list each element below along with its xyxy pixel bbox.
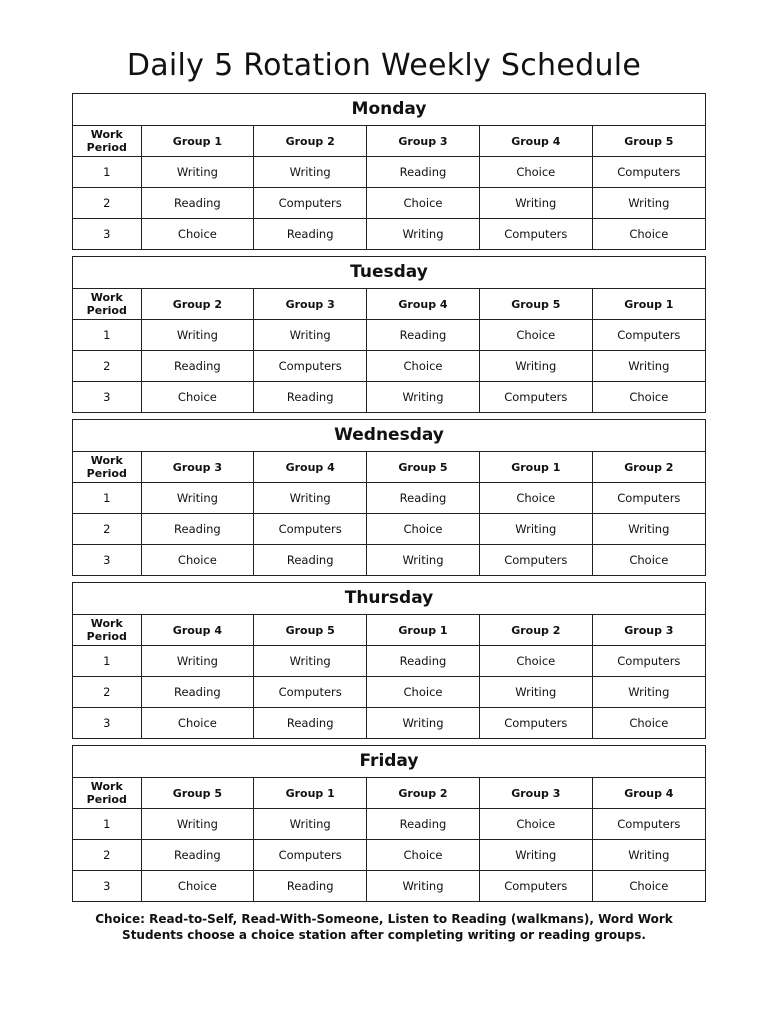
activity-cell: Writing <box>254 157 367 188</box>
footer-choice-note: Choice: Read-to-Self, Read-With-Someone, Listen to Reading (walkmans), Word Work <box>95 912 673 926</box>
group-header: Group 4 <box>141 615 254 646</box>
period-number: 3 <box>73 545 141 576</box>
group-header: Group 1 <box>141 126 254 157</box>
activity-cell: Reading <box>367 320 480 351</box>
group-header: Group 4 <box>367 289 480 320</box>
day-table-wednesday <box>72 419 706 576</box>
table-row <box>73 677 705 708</box>
table-header-row <box>73 289 705 320</box>
day-table-thursday <box>72 582 706 739</box>
activity-cell: Choice <box>141 545 254 576</box>
activity-cell: Writing <box>479 351 592 382</box>
period-number: 1 <box>73 809 141 840</box>
activity-cell: Choice <box>141 382 254 413</box>
activity-cell: Reading <box>141 351 254 382</box>
group-header: Group 4 <box>592 778 705 809</box>
activity-cell: Choice <box>367 351 480 382</box>
day-header: Wednesday <box>73 420 705 452</box>
activity-cell: Writing <box>254 646 367 677</box>
activity-cell: Writing <box>592 840 705 871</box>
work-period-header <box>73 289 141 320</box>
day-table-tuesday <box>72 256 706 413</box>
activity-cell: Choice <box>141 708 254 739</box>
work-period-header-line: Work <box>90 291 123 304</box>
activity-cell: Choice <box>629 553 669 567</box>
group-header: Group 2 <box>592 452 705 483</box>
period-number: 2 <box>73 677 141 708</box>
table-header-row <box>73 778 705 809</box>
period-number: 1 <box>73 157 141 188</box>
activity-cell: Computers <box>479 545 592 576</box>
activity-cell: Reading <box>367 809 480 840</box>
activity-cell: Computers <box>592 320 705 351</box>
activity-cell: Computers <box>479 382 592 413</box>
activity-cell: Writing <box>367 871 480 902</box>
work-period-header-line: Period <box>86 630 127 643</box>
footer-students-note: Students choose a choice station after completing writing or reading groups. <box>122 928 646 942</box>
activity-cell: Writing <box>141 157 254 188</box>
table-row <box>73 483 705 514</box>
period-number: 2 <box>73 188 141 219</box>
activity-cell: Reading <box>141 840 254 871</box>
group-header: Group 3 <box>592 615 705 646</box>
activity-cell: Writing <box>367 382 480 413</box>
activity-cell: Choice <box>479 646 592 677</box>
table-row <box>73 320 705 351</box>
activity-cell: Writing <box>254 809 367 840</box>
activity-cell: Choice <box>141 219 254 250</box>
activity-cell: Reading <box>254 219 367 250</box>
rotation-table <box>73 289 705 412</box>
activity-cell: Writing <box>479 514 592 545</box>
group-header: Group 4 <box>254 452 367 483</box>
day-header: Thursday <box>73 583 705 615</box>
rotation-table <box>73 778 705 901</box>
activity-cell: Reading <box>141 677 254 708</box>
page-title: Daily 5 Rotation Weekly Schedule <box>126 48 642 83</box>
table-row <box>73 708 705 739</box>
work-period-header-line: Period <box>86 793 127 806</box>
work-period-header <box>73 778 141 809</box>
activity-cell: Choice <box>479 483 592 514</box>
work-period-header-line: Work <box>90 128 123 141</box>
work-period-header-line: Work <box>90 454 123 467</box>
group-header: Group 5 <box>479 289 592 320</box>
table-row <box>73 219 705 250</box>
table-row <box>73 351 705 382</box>
group-header: Group 1 <box>592 289 705 320</box>
activity-cell: Computers <box>254 840 367 871</box>
activity-cell: Reading <box>367 646 480 677</box>
activity-cell: Writing <box>592 514 705 545</box>
table-row <box>73 514 705 545</box>
period-number: 2 <box>73 840 141 871</box>
rotation-table <box>73 126 705 249</box>
activity-cell: Writing <box>141 320 254 351</box>
activity-cell: Choice <box>479 320 592 351</box>
group-header: Group 3 <box>254 289 367 320</box>
table-header-row <box>73 615 705 646</box>
group-header: Group 5 <box>254 615 367 646</box>
group-header: Group 5 <box>141 778 254 809</box>
activity-cell: Reading <box>367 483 480 514</box>
table-row <box>73 545 705 576</box>
group-header: Group 1 <box>254 778 367 809</box>
table-header-row <box>73 126 705 157</box>
activity-cell: Reading <box>254 382 367 413</box>
day-table-monday <box>72 93 706 250</box>
table-row <box>73 871 705 902</box>
period-number: 2 <box>73 514 141 545</box>
day-header: Monday <box>73 94 705 126</box>
activity-cell: Computers <box>254 188 367 219</box>
table-row <box>73 646 705 677</box>
activity-cell: Reading <box>254 708 367 739</box>
activity-cell: Choice <box>479 809 592 840</box>
activity-cell: Choice <box>629 390 669 404</box>
activity-cell: Reading <box>367 157 480 188</box>
group-header: Group 2 <box>141 289 254 320</box>
group-header: Group 5 <box>592 126 705 157</box>
period-number: 1 <box>73 483 141 514</box>
activity-cell: Computers <box>254 677 367 708</box>
activity-cell: Writing <box>367 219 480 250</box>
work-period-header-line: Work <box>90 617 123 630</box>
group-header: Group 1 <box>479 452 592 483</box>
work-period-header-line: Period <box>86 467 127 480</box>
activity-cell: Computers <box>592 483 705 514</box>
activity-cell: Reading <box>141 514 254 545</box>
table-row <box>73 188 705 219</box>
period-number: 3 <box>73 871 141 902</box>
table-row <box>73 157 705 188</box>
activity-cell: Writing <box>479 677 592 708</box>
table-header-row <box>73 452 705 483</box>
day-header: Tuesday <box>73 257 705 289</box>
activity-cell: Computers <box>254 514 367 545</box>
activity-cell: Writing <box>141 483 254 514</box>
period-number: 3 <box>73 382 141 413</box>
work-period-header <box>73 615 141 646</box>
group-header: Group 5 <box>367 452 480 483</box>
group-header: Group 3 <box>141 452 254 483</box>
activity-cell: Writing <box>479 188 592 219</box>
activity-cell: Writing <box>367 545 480 576</box>
rotation-table <box>73 452 705 575</box>
activity-cell: Writing <box>367 708 480 739</box>
activity-cell: Choice <box>479 157 592 188</box>
period-number: 1 <box>73 320 141 351</box>
table-row <box>73 382 705 413</box>
activity-cell: Writing <box>141 809 254 840</box>
activity-cell: Writing <box>254 483 367 514</box>
group-header: Group 4 <box>479 126 592 157</box>
period-number: 3 <box>73 219 141 250</box>
activity-cell: Choice <box>367 514 480 545</box>
activity-cell: Writing <box>141 646 254 677</box>
group-header: Group 2 <box>367 778 480 809</box>
table-row <box>73 809 705 840</box>
activity-cell: Computers <box>254 351 367 382</box>
activity-cell: Computers <box>592 157 705 188</box>
group-header: Group 2 <box>479 615 592 646</box>
group-header: Group 3 <box>367 126 480 157</box>
work-period-header-line: Work <box>90 780 123 793</box>
activity-cell: Choice <box>629 879 669 893</box>
activity-cell: Choice <box>367 840 480 871</box>
work-period-header-line: Period <box>86 141 127 154</box>
footer-notes <box>0 911 768 943</box>
activity-cell: Choice <box>629 227 669 241</box>
work-period-header-line: Period <box>86 304 127 317</box>
day-header: Friday <box>73 746 705 778</box>
activity-cell: Computers <box>479 708 592 739</box>
activity-cell: Computers <box>592 646 705 677</box>
activity-cell: Writing <box>254 320 367 351</box>
group-header: Group 2 <box>254 126 367 157</box>
group-header: Group 3 <box>479 778 592 809</box>
rotation-table <box>73 615 705 738</box>
period-number: 2 <box>73 351 141 382</box>
period-number: 1 <box>73 646 141 677</box>
activity-cell: Computers <box>479 219 592 250</box>
activity-cell: Writing <box>592 351 705 382</box>
activity-cell: Choice <box>629 716 669 730</box>
period-number: 3 <box>73 708 141 739</box>
activity-cell: Writing <box>479 840 592 871</box>
activity-cell: Writing <box>592 677 705 708</box>
activity-cell: Choice <box>367 677 480 708</box>
activity-cell: Reading <box>254 871 367 902</box>
day-table-friday <box>72 745 706 902</box>
activity-cell: Choice <box>141 871 254 902</box>
group-header: Group 1 <box>367 615 480 646</box>
activity-cell: Writing <box>592 188 705 219</box>
work-period-header <box>73 452 141 483</box>
activity-cell: Reading <box>141 188 254 219</box>
activity-cell: Choice <box>367 188 480 219</box>
activity-cell: Computers <box>592 809 705 840</box>
activity-cell: Reading <box>254 545 367 576</box>
work-period-header <box>73 126 141 157</box>
table-row <box>73 840 705 871</box>
activity-cell: Computers <box>479 871 592 902</box>
